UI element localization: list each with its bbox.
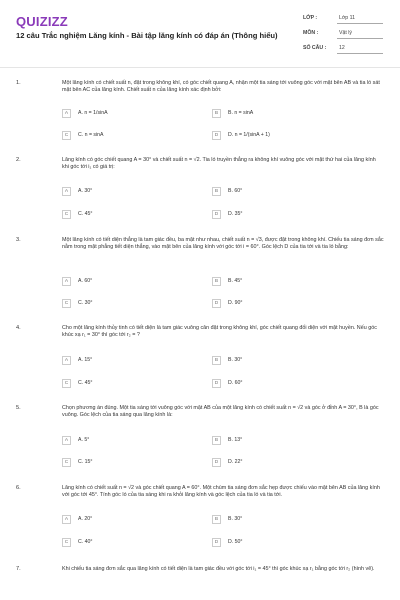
option-letter: A [62,356,71,365]
question-text: Lăng kính có chiết suất n = √2 và góc chiết quang A = 60°. Một chùm tia sáng đơn sắc hẹp được chiếu vào mặt bên AB của lăng kính với góc tới 45°. Tính góc ló của tia sáng khi ra khỏi lăng kính và góc lệch của tia ló và tia tới. [62,485,380,499]
option-letter: D [212,299,221,308]
option-letter: C [62,458,71,467]
option-text: A. 60° [78,278,93,284]
option-letter: A [62,515,71,524]
option-text: D. 35° [228,211,243,217]
question-text: Một lăng kính có tiết diện thẳng là tam giác đều, ba mặt như nhau, chiết suất n = √3, được đặt trong không khí. Chiếu tia sáng đơn sắc nằm trong mặt phẳng tiết diện thẳng, vào mặt bên của lăng kính với góc tới i = 60°. Góc lệch D của tia tới và tia ló bằng: [62,237,384,251]
meta-count [303,43,388,57]
meta-label: LỚP : [303,15,318,21]
option-text: B. 60° [228,188,243,194]
question-number: 1. [16,80,21,86]
option-letter: B [212,515,221,524]
question-text: Lăng kính có góc chiết quang A = 30° và chiết suất n = √2. Tia ló truyền thẳng ra không khí vuông góc với mặt thứ hai của lăng kính khi góc tới i₁ có giá trị: [62,157,376,171]
option-letter: D [212,210,221,219]
option-letter: D [212,131,221,140]
option-letter: C [62,379,71,388]
option-text: C. 40° [78,539,93,545]
question-number: 7. [16,566,21,572]
meta-subject [303,28,388,42]
option-letter: D [212,538,221,547]
option-letter: D [212,379,221,388]
option-letter: B [212,187,221,196]
question-number: 5. [16,405,21,411]
option-text: D. 50° [228,539,243,545]
option-letter: B [212,109,221,118]
option-text: A. 20° [78,516,93,522]
question-text: Một lăng kính có chiết suất n, đặt trong không khí, có góc chiết quang A, nhận một tia sáng tới vuông góc với mặt bên AB và tia ló sát mặt bên AC của lăng kính. Chiết suất n của lăng kính xác định bởi: [62,80,380,94]
option-letter: A [62,187,71,196]
option-letter: B [212,356,221,365]
option-text: C. 30° [78,300,93,306]
option-letter: C [62,538,71,547]
option-text: B. 30° [228,516,243,522]
option-text: A. 30° [78,188,93,194]
option-text: D. 90° [228,300,243,306]
question-number: 4. [16,325,21,331]
option-text: D. 60° [228,380,243,386]
option-letter: B [212,277,221,286]
meta-label: MÔN : [303,30,319,36]
option-text: C. 15° [78,459,93,465]
option-text: C. 45° [78,380,93,386]
meta-value: Lớp 11 [337,15,383,24]
option-text: C. 45° [78,211,93,217]
option-text: B. 45° [228,278,243,284]
option-text: B. 13° [228,437,243,443]
option-letter: C [62,210,71,219]
option-text: D. n = 1/(sinA + 1) [228,132,270,138]
option-text: D. 22° [228,459,243,465]
option-text: C. n = sinA [78,132,104,138]
question-text: Chọn phương án đúng. Một tia sáng tới vuông góc với mặt AB của một lăng kính có chiết suất n = √2 và góc ở đỉnh A = 30°, B là góc vuông. Góc lệch của tia sáng qua lăng kính là: [62,405,379,419]
question-number: 2. [16,157,21,163]
meta-value: Vật lý [337,30,383,39]
meta-label: SỐ CÂU : [303,45,327,51]
question-text: Khi chiếu tia sáng đơn sắc qua lăng kính có tiết diện là tam giác đều với góc tới i₁ = 45° thì góc khúc xạ r₁ bằng góc tới r₂ (hình vẽ). [62,566,375,572]
option-text: A. 15° [78,357,93,363]
worksheet-header [0,0,400,68]
quizizz-logo: QUIZIZZ [16,14,68,29]
option-letter: D [212,458,221,467]
option-letter: C [62,131,71,140]
option-letter: B [212,436,221,445]
worksheet-title: 12 câu Trắc nghiệm Lăng kính - Bài tập lăng kính có đáp án (Thông hiểu) [16,31,278,40]
option-text: B. 30° [228,357,243,363]
option-letter: C [62,299,71,308]
option-letter: A [62,436,71,445]
option-letter: A [62,109,71,118]
meta-value: 12 [337,45,383,54]
meta-class [303,13,388,27]
option-text: B. n = sinA [228,110,254,116]
option-text: A. 5° [78,437,90,443]
question-number: 3. [16,237,21,243]
question-number: 6. [16,485,21,491]
option-text: A. n = 1/sinA [78,110,108,116]
question-text: Cho một lăng kính thủy tinh có tiết diện là tam giác vuông cân đặt trong không khí, góc chiết quang đối diện với mặt huyền. Nếu góc khúc xạ r₁ = 30° thì góc tới r₂ = ? [62,325,377,339]
option-letter: A [62,277,71,286]
